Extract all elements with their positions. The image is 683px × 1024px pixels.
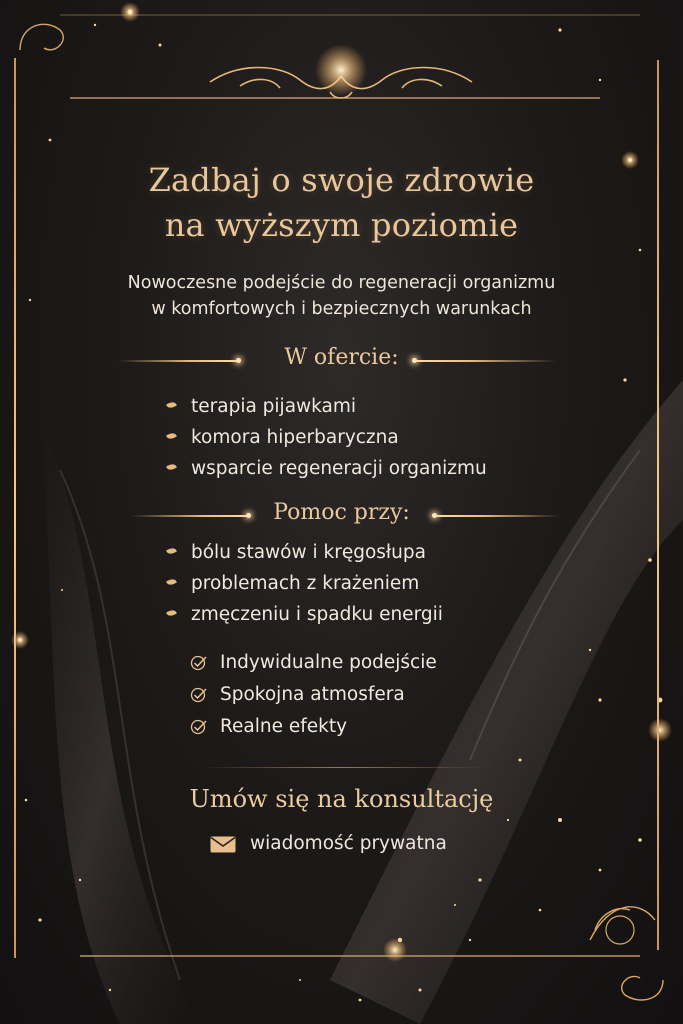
help-item-text: bólu stawów i kręgosłupa: [191, 542, 426, 563]
offer-item: [165, 391, 487, 422]
offer-item: [165, 453, 487, 484]
check-circle-icon: [190, 719, 208, 735]
help-list: [165, 537, 443, 630]
contact-label: wiadomość prywatna: [250, 833, 447, 854]
envelope-icon: [210, 836, 236, 853]
check-circle-icon: [190, 687, 208, 703]
subtitle-line-2: w komfortowych i bezpiecznych warunkach: [151, 299, 532, 319]
offer-rule-right: [416, 360, 556, 362]
help-heading: Pomoc przy:: [273, 500, 410, 525]
contact-line: [210, 829, 447, 859]
offer-heading: W ofercie:: [284, 345, 399, 370]
offer-item-text: wsparcie regeneracji organizmu: [191, 458, 487, 479]
leaf-bullet-icon: [166, 577, 177, 587]
subtitle-line-1: Nowoczesne podejście do regeneracji organizmu: [127, 273, 556, 293]
feature-item: [190, 711, 437, 743]
help-item: [165, 537, 443, 568]
features-list: [190, 647, 437, 743]
offer-item: [165, 422, 487, 453]
help-item-text: zmęczeniu i spadku energii: [191, 604, 443, 625]
leaf-bullet-icon: [166, 400, 177, 410]
feature-text: Realne efekty: [220, 716, 348, 737]
leaf-bullet-icon: [166, 608, 177, 618]
offer-list: [165, 391, 487, 484]
cta-heading: Umów się na konsultację: [189, 785, 494, 813]
leaf-bullet-icon: [166, 462, 177, 472]
feature-item: [190, 647, 437, 679]
help-item: [165, 568, 443, 599]
cta-divider: [200, 767, 485, 768]
feature-text: Indywidualne podejście: [220, 652, 437, 673]
help-item: [165, 599, 443, 630]
offer-item-text: terapia pijawkami: [191, 396, 357, 417]
offer-item-text: komora hiperbaryczna: [191, 427, 399, 448]
leaf-bullet-icon: [166, 431, 177, 441]
title-line-1: Zadbaj o swoje zdrowie: [148, 161, 535, 199]
check-circle-icon: [190, 655, 208, 671]
title-line-2: na wyższym poziomie: [164, 206, 519, 244]
leaf-bullet-icon: [166, 546, 177, 556]
feature-text: Spokojna atmosfera: [220, 684, 405, 705]
feature-item: [190, 679, 437, 711]
help-item-text: problemach z krażeniem: [191, 573, 420, 594]
help-rule-right: [436, 515, 560, 517]
